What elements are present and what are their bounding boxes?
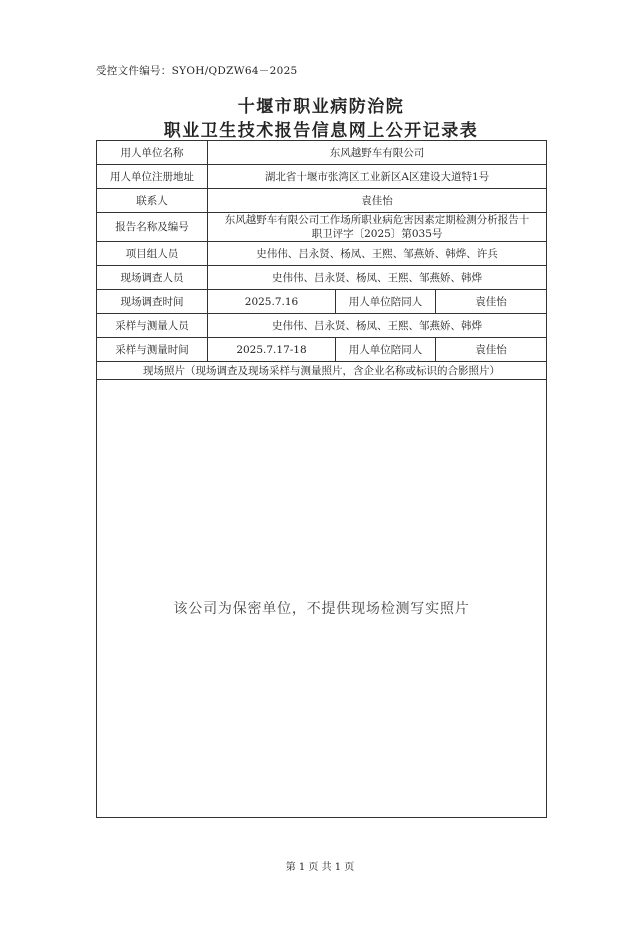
photo-caption: 现场照片（现场调查及现场采样与测量照片，含企业名称或标识的合影照片） xyxy=(97,362,547,380)
employer-address-label: 用人单位注册地址 xyxy=(97,165,208,189)
sampling-staff-value: 史伟伟、吕永贤、杨凤、王熙、邹燕娇、韩烨 xyxy=(208,314,547,338)
page-footer: 第 1 页 共 1 页 xyxy=(285,862,355,873)
row-photo-area xyxy=(97,380,547,818)
report-name: 东风越野车有限公司工作场所职业病危害因素定期检测分析报告十 xyxy=(224,214,530,226)
report-number: 职卫评字〔2025〕第035号 xyxy=(311,228,443,240)
record-table xyxy=(96,140,547,818)
survey-staff-value: 史伟伟、吕永贤、杨凤、王熙、邹燕娇、韩烨 xyxy=(208,266,547,290)
title-form: 职业卫生技术报告信息网上公开记录表 xyxy=(163,121,479,141)
employer-name-label: 用人单位名称 xyxy=(97,141,208,165)
survey-time-value: 2025.7.16 xyxy=(208,290,336,314)
sampling-escort-value: 袁佳怡 xyxy=(436,338,547,362)
survey-escort-value: 袁佳怡 xyxy=(436,290,547,314)
project-members-value: 史伟伟、吕永贤、杨凤、王熙、邹燕娇、韩烨、许兵 xyxy=(208,242,547,266)
project-members-label: 项目组人员 xyxy=(97,242,208,266)
photo-notice: 该公司为保密单位，不提供现场检测写实照片 xyxy=(173,600,470,617)
sampling-staff-label: 采样与测量人员 xyxy=(97,314,208,338)
employer-name-value: 东风越野车有限公司 xyxy=(208,141,547,165)
row-survey-time xyxy=(97,290,547,314)
contact-label: 联系人 xyxy=(97,189,208,213)
row-survey-staff xyxy=(97,266,547,290)
title-institution: 十堰市职业病防治院 xyxy=(237,97,405,117)
row-report xyxy=(97,213,547,242)
photo-area xyxy=(97,380,547,818)
sampling-time-value: 2025.7.17-18 xyxy=(208,338,336,362)
report-value xyxy=(208,213,547,242)
survey-staff-label: 现场调查人员 xyxy=(97,266,208,290)
row-employer-address xyxy=(97,165,547,189)
row-sampling-staff xyxy=(97,314,547,338)
employer-address-value: 湖北省十堰市张湾区工业新区A区建设大道特1号 xyxy=(208,165,547,189)
row-photo-caption xyxy=(97,362,547,380)
contact-value: 袁佳怡 xyxy=(208,189,547,213)
report-label: 报告名称及编号 xyxy=(97,213,208,242)
row-employer-name xyxy=(97,141,547,165)
survey-escort-label: 用人单位陪同人 xyxy=(336,290,436,314)
row-contact xyxy=(97,189,547,213)
sampling-time-label: 采样与测量时间 xyxy=(97,338,208,362)
row-sampling-time xyxy=(97,338,547,362)
control-number: 受控文件编号：SYOH/QDZW64－2025 xyxy=(96,65,298,77)
row-project-members xyxy=(97,242,547,266)
sampling-escort-label: 用人单位陪同人 xyxy=(336,338,436,362)
survey-time-label: 现场调查时间 xyxy=(97,290,208,314)
